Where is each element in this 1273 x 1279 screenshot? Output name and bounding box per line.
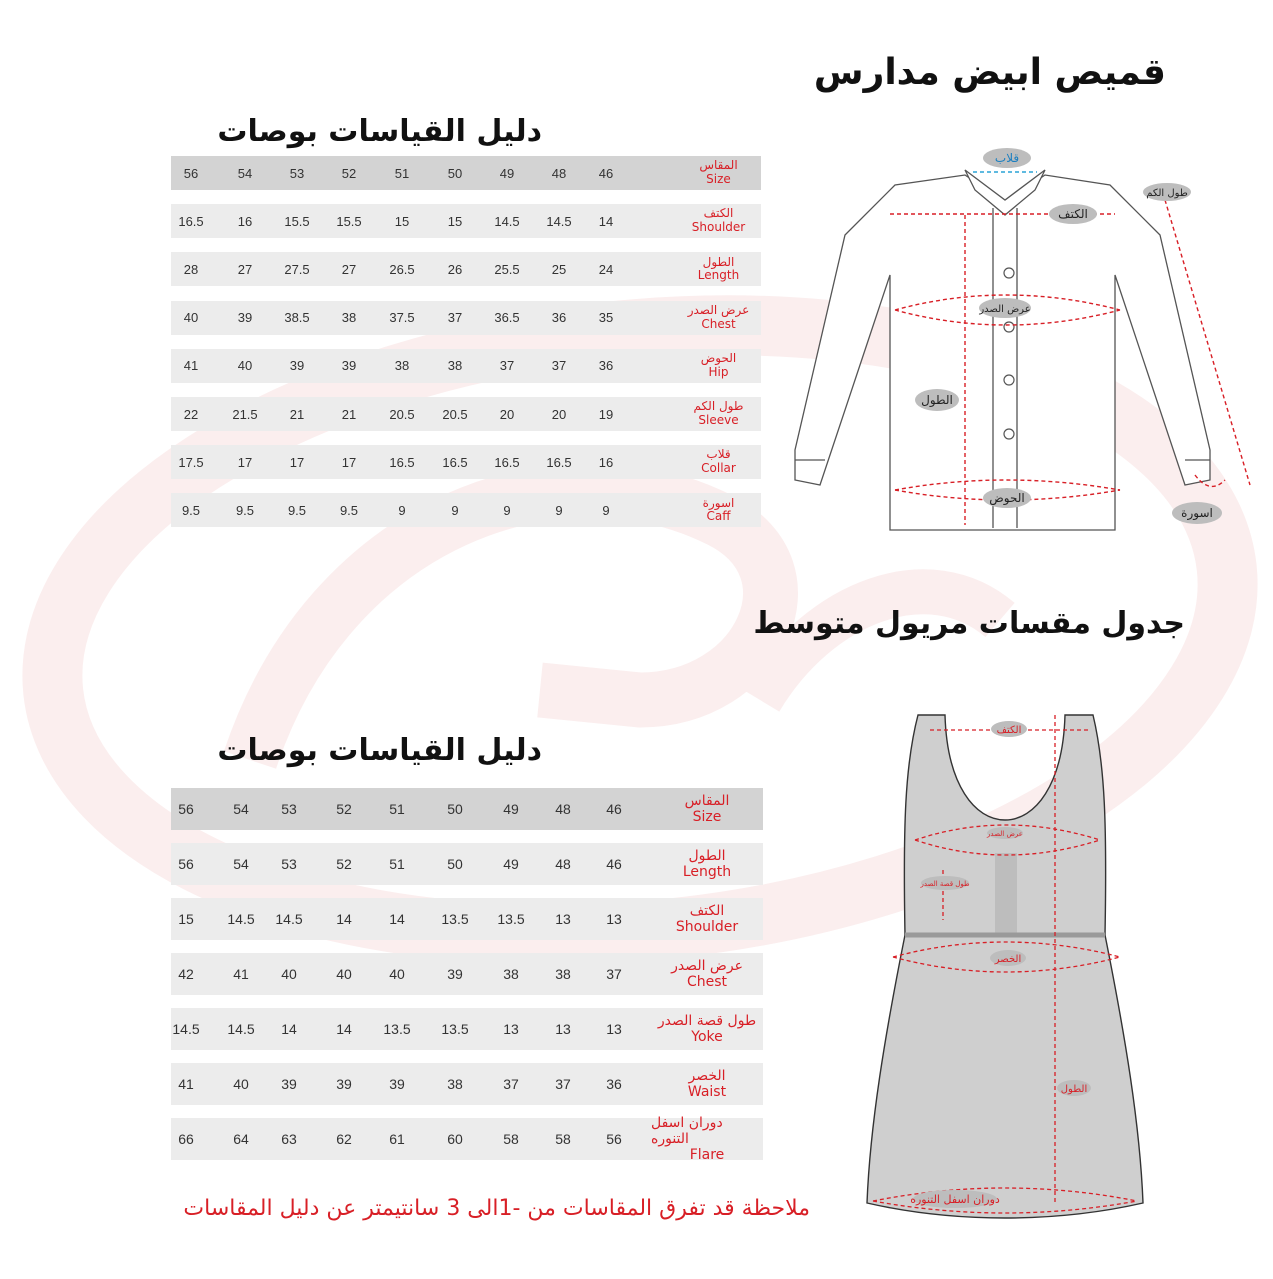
length-label: الطول	[921, 393, 953, 407]
table-cell: 15.5	[336, 213, 362, 229]
table-cell: 15	[447, 213, 463, 229]
table-cell: 53	[281, 801, 297, 817]
pinafore-waist-label: الخصر	[994, 954, 1022, 965]
row-label-english: Hip	[708, 364, 729, 379]
table-cell: 54	[233, 856, 249, 872]
table-cell: 21	[289, 406, 305, 422]
row-label	[676, 349, 761, 383]
table-cell: 21	[341, 406, 357, 422]
table-cell: 37	[447, 310, 463, 326]
pinafore-chest-label: عرض الصدر	[987, 830, 1023, 838]
table-cell: 37	[606, 966, 622, 982]
table-cell: 36	[598, 358, 614, 374]
table-cell: 9	[555, 502, 563, 518]
table-cell: 36	[606, 1076, 622, 1092]
table-cell: 40	[389, 966, 405, 982]
table-cell: 17.5	[178, 454, 204, 470]
table-cell: 9	[398, 502, 406, 518]
row-label-arabic: قلاب	[706, 447, 731, 462]
table-cell: 37.5	[389, 310, 415, 326]
table-cell: 21.5	[232, 406, 258, 422]
row-label	[676, 156, 761, 190]
row-label	[651, 953, 763, 995]
table-cell: 35	[598, 310, 614, 326]
row-label-arabic: الطول	[688, 847, 726, 864]
shirt-table-title: دليل القياسات بوصات	[217, 114, 542, 149]
shirt-diagram	[785, 140, 1265, 540]
table-cell: 39	[289, 358, 305, 374]
table-row	[171, 397, 761, 431]
table-cell: 19	[598, 406, 614, 422]
row-label-arabic: المقاس	[684, 792, 730, 809]
row-label	[651, 1114, 763, 1164]
row-label-arabic: عرض الصدر	[671, 957, 743, 974]
table-cell: 9.5	[235, 502, 255, 518]
row-label-english: Caff	[706, 509, 731, 524]
table-row	[171, 1008, 763, 1050]
table-cell: 49	[503, 801, 519, 817]
table-cell: 14.5	[275, 911, 303, 927]
table-cell: 66	[178, 1131, 194, 1147]
table-cell: 14.5	[546, 213, 572, 229]
row-label-english: Length	[697, 268, 740, 283]
table-cell: 39	[237, 310, 253, 326]
row-label	[676, 493, 761, 527]
table-cell: 14	[336, 1021, 352, 1037]
table-cell: 37	[555, 1076, 571, 1092]
table-cell: 13	[555, 1021, 571, 1037]
table-cell: 41	[183, 358, 199, 374]
row-label	[676, 204, 761, 238]
table-cell: 56	[178, 801, 194, 817]
table-cell: 22	[183, 406, 199, 422]
pinafore-title: جدول مقسات مريول متوسط	[753, 606, 1185, 641]
row-label	[676, 397, 761, 431]
table-cell: 27.5	[284, 261, 310, 277]
row-label-english: Chest	[701, 316, 736, 331]
table-cell: 56	[606, 1131, 622, 1147]
table-cell: 14	[389, 911, 405, 927]
shirt-title: قميص ابيض مدارس	[813, 52, 1166, 93]
table-cell: 26.5	[389, 261, 415, 277]
table-cell: 39	[341, 358, 357, 374]
cuff-label: اسورة	[1181, 506, 1213, 520]
table-cell: 51	[389, 856, 405, 872]
table-cell: 46	[598, 165, 614, 181]
table-cell: 13	[606, 911, 622, 927]
row-label	[651, 1008, 763, 1050]
table-cell: 52	[336, 801, 352, 817]
table-cell: 54	[237, 165, 253, 181]
table-cell: 53	[281, 856, 297, 872]
row-label-english: Shoulder	[675, 919, 739, 935]
row-label-arabic: دوران اسفل التنوره	[651, 1114, 723, 1147]
table-cell: 13	[503, 1021, 519, 1037]
table-cell: 39	[281, 1076, 297, 1092]
row-label-english: Collar	[701, 461, 736, 476]
table-row	[171, 1114, 763, 1164]
table-cell: 15	[394, 213, 410, 229]
row-label	[676, 301, 761, 335]
table-cell: 14	[281, 1021, 297, 1037]
chest-label: عرض الصدر	[979, 304, 1031, 315]
table-cell: 38	[447, 1076, 463, 1092]
hip-label: الحوض	[989, 491, 1025, 505]
table-cell: 52	[336, 856, 352, 872]
table-cell: 48	[555, 801, 571, 817]
table-row	[171, 898, 763, 940]
table-row	[171, 301, 761, 335]
table-cell: 16.5	[389, 454, 415, 470]
row-label-english: Size	[692, 809, 722, 825]
table-cell: 49	[503, 856, 519, 872]
table-cell: 17	[289, 454, 305, 470]
shirt-size-table	[171, 156, 761, 528]
table-cell: 9.5	[339, 502, 359, 518]
row-label-arabic: اسورة	[702, 495, 735, 510]
table-cell: 17	[341, 454, 357, 470]
row-label	[676, 252, 761, 286]
table-cell: 61	[389, 1131, 405, 1147]
pinafore-shoulder-label: الكتف	[996, 725, 1022, 736]
table-cell: 17	[237, 454, 253, 470]
table-cell: 40	[281, 966, 297, 982]
table-cell: 15	[178, 911, 194, 927]
row-label	[651, 898, 763, 940]
table-cell: 62	[336, 1131, 352, 1147]
pinafore-yoke-label: طول قصة الصدر	[920, 880, 970, 888]
table-row	[171, 252, 761, 286]
table-cell: 14.5	[227, 1021, 255, 1037]
row-label-english: Yoke	[691, 1029, 723, 1045]
pinafore-diagram	[855, 705, 1155, 1225]
table-cell: 25	[551, 261, 567, 277]
row-label	[651, 1063, 763, 1105]
table-cell: 20	[551, 406, 567, 422]
table-cell: 46	[606, 856, 622, 872]
table-cell: 13	[606, 1021, 622, 1037]
table-cell: 58	[503, 1131, 519, 1147]
row-label-english: Chest	[686, 974, 728, 990]
table-cell: 9	[451, 502, 459, 518]
table-cell: 54	[233, 801, 249, 817]
row-label-english: Flare	[689, 1147, 725, 1164]
table-cell: 20.5	[389, 406, 415, 422]
table-cell: 40	[237, 358, 253, 374]
table-cell: 16.5	[546, 454, 572, 470]
pinafore-size-table	[171, 788, 763, 1164]
table-cell: 20.5	[442, 406, 468, 422]
table-cell: 16.5	[178, 213, 204, 229]
table-cell: 58	[555, 1131, 571, 1147]
table-cell: 27	[341, 261, 357, 277]
row-label-arabic: الكتف	[703, 206, 734, 221]
table-cell: 60	[447, 1131, 463, 1147]
table-cell: 48	[551, 165, 567, 181]
row-label-arabic: الكتف	[689, 902, 725, 919]
table-cell: 56	[183, 165, 199, 181]
table-cell: 40	[183, 310, 199, 326]
table-cell: 14	[598, 213, 614, 229]
table-cell: 38	[447, 358, 463, 374]
table-cell: 46	[606, 801, 622, 817]
row-label-english: Waist	[687, 1084, 727, 1100]
table-row	[171, 204, 761, 238]
table-cell: 41	[178, 1076, 194, 1092]
table-cell: 9	[602, 502, 610, 518]
row-label-arabic: طول قصة الصدر	[657, 1012, 757, 1029]
table-cell: 16	[598, 454, 614, 470]
table-cell: 48	[555, 856, 571, 872]
row-label-arabic: الخصر	[688, 1067, 726, 1084]
table-row	[171, 445, 761, 479]
table-cell: 39	[447, 966, 463, 982]
table-cell: 16.5	[442, 454, 468, 470]
table-cell: 25.5	[494, 261, 520, 277]
row-label-english: Sleeve	[698, 413, 739, 427]
table-cell: 50	[447, 801, 463, 817]
row-label	[676, 445, 761, 479]
table-cell: 42	[178, 966, 194, 982]
table-cell: 36	[551, 310, 567, 326]
table-cell: 41	[233, 966, 249, 982]
sizing-note: ملاحظة قد تفرق المقاسات من -1الى 3 سانتيمتر عن دليل المقاسات	[183, 1196, 810, 1221]
table-cell: 14.5	[494, 213, 520, 229]
table-cell: 14	[336, 911, 352, 927]
row-label	[651, 788, 763, 830]
table-cell: 38	[341, 310, 357, 326]
row-label-arabic: الطول	[702, 254, 735, 269]
sleeve-label: طول الكم	[1146, 188, 1188, 199]
shirt-outline	[795, 175, 1210, 530]
row-label-arabic: عرض الصدر	[687, 302, 750, 317]
table-row	[171, 493, 761, 527]
table-cell: 51	[389, 801, 405, 817]
table-cell: 15.5	[284, 213, 310, 229]
table-cell: 28	[183, 261, 199, 277]
table-cell: 38.5	[284, 310, 310, 326]
table-cell: 53	[289, 165, 305, 181]
table-cell: 14.5	[227, 911, 255, 927]
table-cell: 39	[336, 1076, 352, 1092]
table-cell: 24	[598, 261, 614, 277]
row-label-arabic: طول الكم	[693, 399, 744, 414]
table-cell: 40	[233, 1076, 249, 1092]
pinafore-table-title: دليل القياسات بوصات	[217, 733, 542, 768]
collar-label: قلاب	[994, 151, 1020, 165]
table-cell: 56	[178, 856, 194, 872]
table-cell: 37	[499, 358, 515, 374]
table-cell: 9.5	[181, 502, 201, 518]
row-label-arabic: المقاس	[699, 158, 738, 173]
table-cell: 16.5	[494, 454, 520, 470]
table-cell: 37	[503, 1076, 519, 1092]
table-cell: 13.5	[441, 911, 469, 927]
table-cell: 38	[394, 358, 410, 374]
table-cell: 49	[499, 165, 515, 181]
table-cell: 20	[499, 406, 515, 422]
row-label-english: Shoulder	[691, 220, 746, 235]
table-row	[171, 156, 761, 190]
table-row	[171, 953, 763, 995]
table-row	[171, 1063, 763, 1105]
table-row	[171, 788, 763, 830]
row-label-arabic: الحوض	[700, 351, 737, 365]
table-cell: 13.5	[441, 1021, 469, 1037]
table-cell: 40	[336, 966, 352, 982]
table-row	[171, 843, 763, 885]
row-label-english: Length	[682, 864, 732, 880]
table-cell: 50	[447, 165, 463, 181]
dress-outline	[867, 715, 1143, 1218]
table-cell: 13	[555, 911, 571, 927]
shoulder-label: الكتف	[1058, 207, 1088, 221]
table-cell: 36.5	[494, 310, 520, 326]
table-cell: 9.5	[287, 502, 307, 518]
table-cell: 63	[281, 1131, 297, 1147]
row-label	[651, 843, 763, 885]
table-cell: 16	[237, 213, 253, 229]
table-cell: 51	[394, 165, 410, 181]
table-cell: 14.5	[172, 1021, 200, 1037]
table-cell: 37	[551, 358, 567, 374]
table-cell: 64	[233, 1131, 249, 1147]
table-cell: 39	[389, 1076, 405, 1092]
table-cell: 52	[341, 165, 357, 181]
table-cell: 38	[503, 966, 519, 982]
row-label-english: Size	[706, 172, 731, 186]
table-cell: 13.5	[383, 1021, 411, 1037]
pinafore-length-label: الطول	[1060, 1084, 1088, 1095]
table-cell: 26	[447, 261, 463, 277]
pinafore-flare-label: دوران اسفل التنوره	[910, 1193, 1000, 1206]
table-row	[171, 349, 761, 383]
table-cell: 50	[447, 856, 463, 872]
table-cell: 9	[503, 502, 511, 518]
table-cell: 13.5	[497, 911, 525, 927]
table-cell: 27	[237, 261, 253, 277]
table-cell: 38	[555, 966, 571, 982]
